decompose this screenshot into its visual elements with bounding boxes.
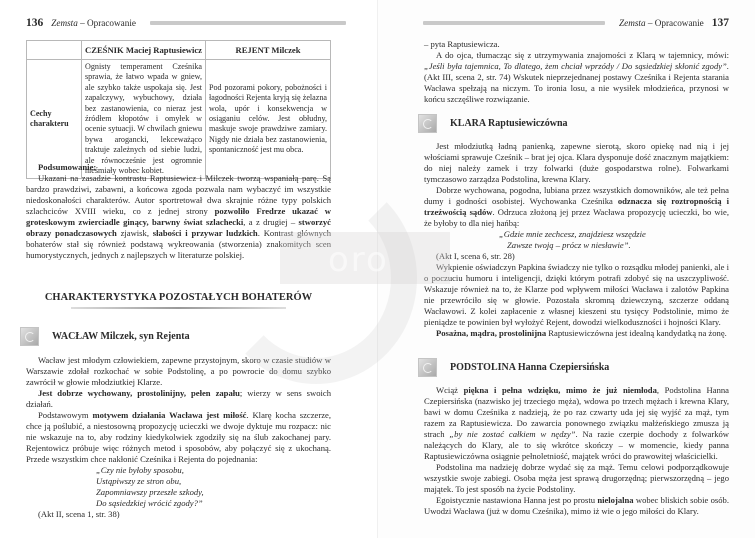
- table-header-rejent: REJENT Milczek: [206, 41, 331, 60]
- running-title: Zemsta – Opracowanie: [619, 18, 704, 28]
- character-table-wrap: [26, 40, 331, 179]
- watermark-text: oro: [328, 240, 389, 280]
- running-title: Zemsta – Opracowanie: [51, 18, 136, 28]
- header-rule: [423, 21, 605, 25]
- table-row-header: Cechy charakteru: [27, 60, 82, 179]
- waclaw-paragraph-3: Podstawowym motywem działania Wacława jest miłość. Klarę kocha szczerze, chce ją poślubić, a niestosowną propozycję ucieczki we dwoje dyktuje mu rozpacz: nic nie wskazuje na to, aby rodziny kiedykolwiek zgodziły się na ślub zakochanej pary. Rejentowicz próbuje więc różnych metod i sposobów, aby połączyć się z ukochaną. Przede wszystkim chce nakłonić Cześnika i Rejenta do pojednania:: [26, 410, 331, 464]
- klara-paragraph-2: Dobrze wychowana, pogodna, lubiana przez wszystkich domowników, ale też pełna dumy i godności osobistej. Wychowanka Cześnika odznacza się roztropnością i trzeźwością sądów. Odrzuca złożoną jej przez Wacława propozycję ucieczki, bo wie, że byłoby to dla niej hańbą:: [424, 185, 729, 228]
- running-header: [423, 16, 729, 30]
- klara-paragraph-1: Jest młodziutką ładną panienką, zapewne sierotą, skoro opiekę nad nią i jej włościami sprawuje Cześnik – brat jej ojca. Klara dysponuje dość znacznym majątkiem: do niej należy zamek i trzy folwarki (duże gospodarstwa rolne). Folwarkami tymczasowo zarządza Podstolina, krewna Klary.: [424, 141, 729, 184]
- section-title-wrap: [26, 292, 331, 309]
- continuation-paragraph: A do ojca, tłumacząc się z utrzymywania znajomości z Klarą w tajemnicy, mówi: „Jeśli była tajemnica, To dlatego, żem chciał wprzódy / Do sąsiedzkiej skłonić zgody”. (Akt III, scena 2, str. 74) Wskutek nieprzejednanej postawy Cześnika i Rejenta starania Wacława spełzają na niczym. To ironia losu, a nie wysiłek młodzieńca, przynosi w końcu szczęśliwe rozwiązanie.: [424, 50, 729, 104]
- podstolina-paragraph-3: Egoistycznie nastawiona Hanna jest po prostu nielojalna wobec bliskich sobie osób. Uwodzi Wacława (już w domu Cześnika), mimo iż wie o jego miłości do Klary.: [424, 495, 729, 516]
- section-title: CHARAKTERYSTYKA POZOSTAŁYCH BOHATERÓW: [26, 292, 331, 309]
- table-cell-rejent: Pod pozorami pokory, pobożności i łagodności Rejenta kryją się żelazna wola, upór i konsekwencja w osiąganiu celów. Jest obłudny, maskuje swoje prawdziwe zamiary. Nigdy nie działa bez zastanowienia, spontaniczność jest mu obca.: [206, 60, 331, 179]
- waclaw-heading: WACŁAW Milczek, syn Rejenta: [20, 327, 331, 346]
- podstolina-paragraph-2: Podstolina ma nadzieję dobrze wydać się za mąż. Temu celowi podporządkowuje wszystkie swoje zabiegi. Osoba męża jest sprawą drugorzędną; pierwszorzędną – jego majątek. To jest sposób na życie Podstoliny.: [424, 462, 729, 494]
- section-marker-icon: [418, 114, 437, 133]
- running-header: [26, 16, 346, 30]
- waclaw-continuation: [424, 39, 729, 105]
- klara-heading: KLARA Raptusiewiczówna: [418, 114, 729, 133]
- summary-paragraph: Ukazani na zasadzie kontrastu Raptusiewicz i Milczek tworzą wspaniałą parę. Są bardzo prawdziwi, zabawni, a końcowa zgoda pozwala nam wybaczyć im wszystkie niedoskonałości charakterów. Autor sportretował dwa skrajnie różne typy polskich szlachciców XVIII wieku, co z jednej strony pozwoliło Fredrze ukazać w groteskowym zwierciadle ginący, barwny świat szlachecki, a z drugiej – stworzyć obrazy ponadczasowych zjawisk, słabości i przywar ludzkich. Kontrast głównych bohaterów stał się również podstawą wykreowania (stworzenia) znakomitych scen humorystycznych, jednych z najlepszych w literaturze polskiej.: [26, 173, 332, 260]
- waclaw-section: [26, 327, 331, 520]
- continuation-line: – pyta Raptusiewicza.: [424, 39, 500, 49]
- waclaw-paragraph-1: Wacław jest młodym człowiekiem, zapewne przystojnym, skoro w czasie studiów w Warszawie zdołał rozkochać w sobie Podstolinę, a po powrocie do domu szybko zawrócił w głowie młodziutkiej Klarze.: [26, 355, 331, 387]
- podstolina-section: [424, 358, 729, 517]
- header-rule: [150, 21, 346, 25]
- table-header-row: [27, 41, 331, 60]
- klara-paragraph-3: Wykpienie oświadczyn Papkina świadczy nie tylko o rozsądku młodej panienki, ale i o poczuciu humoru i inteligencji, dzięki którym potrafi zdobyć się na uszczypliwość. Wskazuje również na to, że Klarze pod wpływem miłości Wacława i zalotów Papkina nie przewróciło się w głowie. Pozostała skromną dziewczyną, szczerze oddaną Wacławowi. Z kolei zapłacenie z własnej kieszeni stu tysięcy Podstolinie, mimo że pieniądze te powinien był wyłożyć Rejent, dowodzi wielkoduszności i hojności Klary.: [424, 262, 729, 327]
- podstolina-paragraph-1: Wciąż piękna i pełna wdzięku, mimo że już niemłoda, Podstolina Hanna Czepiersińska (nazwisko jej trzeciego męża), wdowa po trzech mężach i krewna Klary, bawi w domu Cześnika z nadzieją, że po raz czwarty uda jej się wyjść za mąż, tym razem za Raptusiewicza. Do zawarcia ponownego związku małżeńskiego zmusza ją strach „by nie zostać całkiem w nędzy”. Na razie czerpie dochody z folwarków należących do Klary, ale to się wkrótce skończy – w momencie, kiedy panna Raptusiewiczówna osiągnie pełnoletniość, majątek wróci do prawowitej właścicielki.: [424, 385, 729, 461]
- waclaw-paragraph-2: Jest dobrze wychowany, prostolinijny, pełen zapału; wierzy w sens swoich działań.: [26, 388, 331, 409]
- table-header-cesnik: CZEŚNIK Maciej Raptusiewicz: [82, 41, 206, 60]
- waclaw-quote: „Czy nie byłoby sposobu, Ustąpiwszy ze stron obu, Zapomniawszy przeszłe szkody, Do sąsiedzkiej wrócić zgody?”: [96, 465, 204, 508]
- page-number: 136: [26, 17, 44, 29]
- klara-paragraph-4: Posażna, mądra, prostolinijna Raptusiewiczówna jest idealną kandydatką na żonę.: [436, 328, 727, 338]
- klara-quote: „Gdzie mnie zechcesz, znajdziesz wszędzie Zawsze twoją – prócz w niesławie”.: [499, 229, 646, 250]
- klara-quote-reference: (Akt I, scena 6, str. 28): [436, 251, 515, 261]
- right-page: [378, 0, 755, 538]
- page-number: 137: [711, 17, 729, 29]
- section-title-underline: [71, 307, 286, 309]
- waclaw-quote-reference: (Akt II, scena 1, str. 38): [38, 509, 120, 519]
- summary-heading: Podsumowanie:: [38, 162, 97, 172]
- left-page: [0, 0, 377, 538]
- klara-section: [424, 114, 729, 339]
- table-cell-cesnik: Ognisty temperament Cześnika sprawia, że łatwo wpada w gniew, ale szybko także uspokaja się. Jest zapalczywy, wybuchowy, działa bez zastanowienia, co nieraz jest źródłem kłopotów i omyłek w ocenie sytuacji. W chwilach gniewu bywa arogancki, lekceważąco traktuje zależnych od siebie ludzi, ale równocześnie jest ogromnie nieśmiały wobec kobiet.: [82, 60, 206, 179]
- summary-section: [26, 162, 331, 261]
- character-comparison-table: [26, 40, 331, 179]
- section-marker-icon: [20, 327, 39, 346]
- podstolina-heading: PODSTOLINA Hanna Czepiersińska: [418, 358, 729, 377]
- section-marker-icon: [418, 358, 437, 377]
- table-header-empty: [27, 41, 82, 60]
